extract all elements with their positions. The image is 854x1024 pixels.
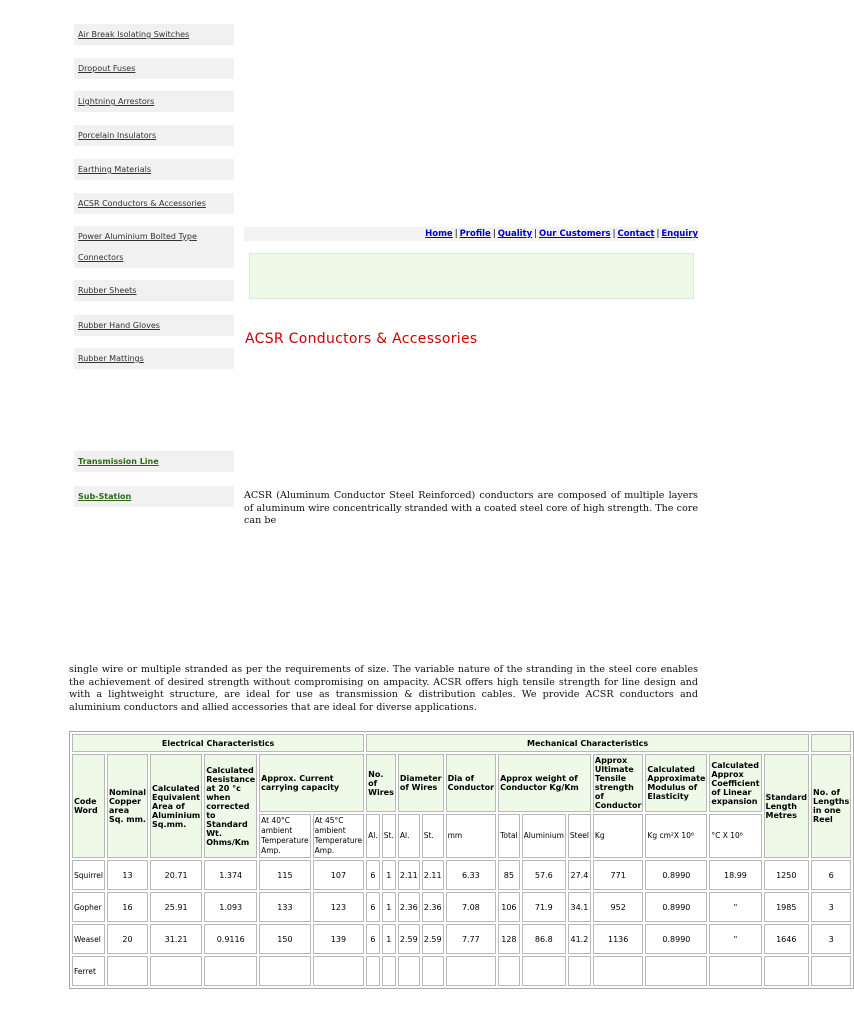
table-cell: 6.33 <box>446 860 497 890</box>
col-coefficient: Calculated Approx Coefficient of Linear expansion <box>709 754 761 812</box>
table-cell: 6 <box>366 892 380 922</box>
nav-customers-link[interactable]: Our Customers <box>539 229 611 239</box>
table-cell: " <box>709 924 761 954</box>
sidebar-item-rubber-sheets[interactable]: Rubber Sheets <box>74 280 234 301</box>
table-cell <box>645 956 707 986</box>
subcol-wires-al: Al. <box>366 814 380 858</box>
table-cell <box>811 956 851 986</box>
table-row <box>72 924 851 954</box>
table-cell <box>204 956 257 986</box>
table-cell: 123 <box>313 892 365 922</box>
table-cell: 25.91 <box>150 892 202 922</box>
nav-home-link[interactable]: Home <box>425 229 453 239</box>
sidebar-section-sub-station[interactable]: Sub-Station <box>74 486 234 507</box>
table-cell: 2.36 <box>398 892 420 922</box>
sidebar-item-earthing-materials[interactable]: Earthing Materials <box>74 159 234 180</box>
table-cell: 1646 <box>764 924 809 954</box>
sidebar-item-air-break-switches[interactable]: Air Break Isolating Switches <box>74 24 234 45</box>
table-cell: 27.4 <box>568 860 591 890</box>
sidebar-item-rubber-hand-gloves[interactable]: Rubber Hand Gloves <box>74 315 234 336</box>
empty-group-cell <box>811 734 851 752</box>
table-cell: 107 <box>313 860 365 890</box>
code-word-cell: Gopher <box>72 892 105 922</box>
table-cell: 86.8 <box>522 924 566 954</box>
table-cell <box>764 956 809 986</box>
table-row <box>72 892 851 922</box>
nav-contact-link[interactable]: Contact <box>617 229 655 239</box>
table-cell: 18.99 <box>709 860 761 890</box>
table-cell: 2.59 <box>398 924 420 954</box>
table-row <box>72 860 851 890</box>
table-cell: 3 <box>811 892 851 922</box>
table-header-row <box>72 754 851 812</box>
table-cell: 20.71 <box>150 860 202 890</box>
table-cell: 0.8990 <box>645 924 707 954</box>
table-cell <box>593 956 643 986</box>
table-cell: 0.9116 <box>204 924 257 954</box>
table-cell <box>398 956 420 986</box>
table-cell <box>568 956 591 986</box>
subcol-at-40c: At 40°C ambient Temperature Amp. <box>259 814 311 858</box>
table-cell: 34.1 <box>568 892 591 922</box>
mechanical-characteristics-header: Mechanical Characteristics <box>366 734 809 752</box>
table-row <box>72 956 851 986</box>
table-cell: 1 <box>382 860 396 890</box>
table-cell: 128 <box>498 924 520 954</box>
nav-separator: | <box>492 229 496 239</box>
spec-table-body <box>72 860 851 986</box>
table-cell <box>709 956 761 986</box>
table-cell: 1985 <box>764 892 809 922</box>
table-cell: 71.9 <box>522 892 566 922</box>
table-cell: 7.08 <box>446 892 497 922</box>
table-cell <box>422 956 444 986</box>
table-cell: 7.77 <box>446 924 497 954</box>
table-cell: 16 <box>107 892 148 922</box>
table-cell: 0.8990 <box>645 860 707 890</box>
electrical-characteristics-header: Electrical Characteristics <box>72 734 364 752</box>
table-cell <box>150 956 202 986</box>
banner-box <box>249 253 694 299</box>
nav-separator: | <box>534 229 538 239</box>
table-cell: 6 <box>366 860 380 890</box>
sidebar-item-porcelain-insulators[interactable]: Porcelain Insulators <box>74 125 234 146</box>
table-cell: 150 <box>259 924 311 954</box>
table-cell <box>522 956 566 986</box>
col-no-of-lengths: No. of Lengths in one Reel <box>811 754 851 858</box>
col-tensile-strength: Approx Ultimate Tensile strength of Conductor <box>594 756 642 810</box>
table-cell: 1 <box>382 892 396 922</box>
table-cell: 139 <box>313 924 365 954</box>
intro-paragraph-part1: ACSR (Aluminum Conductor Steel Reinforced) conductors are composed of multiple layers of aluminum wire concentrically stranded with a coated steel core of high strength. The core can be <box>244 490 698 526</box>
code-word-cell: Squirrel <box>72 860 105 890</box>
col-standard-length: Standard Length Metres <box>764 754 809 858</box>
table-cell: 1136 <box>593 924 643 954</box>
col-approx-weight: Approx weight of Conductor Kg/Km <box>498 754 591 812</box>
nav-profile-link[interactable]: Profile <box>459 229 491 239</box>
table-cell: 6 <box>366 924 380 954</box>
subcol-total: Total <box>498 814 520 858</box>
table-cell: 85 <box>498 860 520 890</box>
sidebar-item-acsr-conductors[interactable]: ACSR Conductors & Accessories <box>74 193 234 214</box>
sidebar-section-transmission-line[interactable]: Transmission Line <box>74 451 234 472</box>
subcol-at-45c: At 45°C ambient Temperature Amp. <box>313 814 365 858</box>
table-cell: 3 <box>811 924 851 954</box>
subcol-kgcm: Kg cm²X 10⁶ <box>645 814 707 858</box>
col-calculated-area: Calculated Equivalent Area of Aluminium Sq.mm. <box>150 754 202 858</box>
table-cell: " <box>709 892 761 922</box>
col-modulus: Calculated Approximate Modulus of Elasticity <box>645 754 707 812</box>
col-code-word: Code Word <box>72 754 105 858</box>
table-cell: 2.59 <box>422 924 444 954</box>
table-cell: 1 <box>382 924 396 954</box>
sidebar-item-lightning-arrestors[interactable]: Lightning Arrestors <box>74 91 234 112</box>
subcol-dia-al: Al. <box>398 814 420 858</box>
table-cell: 2.11 <box>398 860 420 890</box>
col-dia-of-conductor: Dia of Conductor <box>446 754 497 812</box>
nav-separator: | <box>454 229 458 239</box>
table-cell <box>446 956 497 986</box>
col-resistance: Calculated Resistance at 20 °c when corrected to Standard Wt. Ohms/Km <box>204 754 257 858</box>
table-cell: 115 <box>259 860 311 890</box>
col-nominal-area: Nominal Copper area Sq. mm. <box>107 754 148 858</box>
table-cell: 1250 <box>764 860 809 890</box>
subcol-kg: Kg <box>593 814 643 858</box>
spec-table <box>69 731 854 989</box>
table-cell: 952 <box>593 892 643 922</box>
nav-separator: | <box>656 229 660 239</box>
table-cell: 2.11 <box>422 860 444 890</box>
top-nav <box>244 227 698 241</box>
table-cell <box>313 956 365 986</box>
table-cell: 20 <box>107 924 148 954</box>
table-cell: 133 <box>259 892 311 922</box>
col-current-capacity: Approx. Current carrying capacity <box>259 754 364 812</box>
subcol-mm: mm <box>446 814 497 858</box>
nav-quality-link[interactable]: Quality <box>497 229 533 239</box>
table-cell <box>498 956 520 986</box>
table-cell <box>366 956 380 986</box>
table-cell: 106 <box>498 892 520 922</box>
table-cell: 1.374 <box>204 860 257 890</box>
table-cell: 57.6 <box>522 860 566 890</box>
nav-separator: | <box>612 229 616 239</box>
sidebar-item-power-aluminium-connectors[interactable]: Power Aluminium Bolted Type Connectors <box>74 226 234 268</box>
table-cell: 31.21 <box>150 924 202 954</box>
table-cell: 41.2 <box>568 924 591 954</box>
table-cell: 1.093 <box>204 892 257 922</box>
table-cell <box>382 956 396 986</box>
nav-enquiry-link[interactable]: Enquiry <box>661 229 698 239</box>
subcol-wires-st: St. <box>382 814 396 858</box>
subcol-dia-st: St. <box>422 814 444 858</box>
table-cell: 771 <box>593 860 643 890</box>
page-title: ACSR Conductors & Accessories <box>245 331 478 347</box>
table-cell: 13 <box>107 860 148 890</box>
table-cell: 2.36 <box>422 892 444 922</box>
subcol-steel: Steel <box>568 814 591 858</box>
table-cell <box>259 956 311 986</box>
intro-paragraph-part2: single wire or multiple stranded as per the requirements of size. The variable nature of the stranding in the steel core enables the achievement of desired strength without compromising on ampacity. ACSR offers high tensile strength for line design and with a lightweight structure, are ideal for use as transmission & distribution cables. We provide ACSR conductors and aluminium conductors and allied accessories that are ideal for diverse applications. <box>69 664 698 713</box>
table-cell <box>107 956 148 986</box>
table-cell: 6 <box>811 860 851 890</box>
sidebar-item-rubber-mattings[interactable]: Rubber Mattings <box>74 348 234 369</box>
subcol-cx: °C X 10⁶ <box>709 814 761 858</box>
sidebar-item-dropout-fuses[interactable]: Dropout Fuses <box>74 58 234 79</box>
code-word-cell: Ferret <box>72 956 105 986</box>
table-cell: 0.8990 <box>645 892 707 922</box>
table-group-row <box>72 734 851 752</box>
subcol-aluminium: Aluminium <box>522 814 566 858</box>
col-diameter-of-wires: Diameter of Wires <box>398 754 444 812</box>
col-no-of-wires: No. of Wires <box>366 754 396 812</box>
code-word-cell: Weasel <box>72 924 105 954</box>
